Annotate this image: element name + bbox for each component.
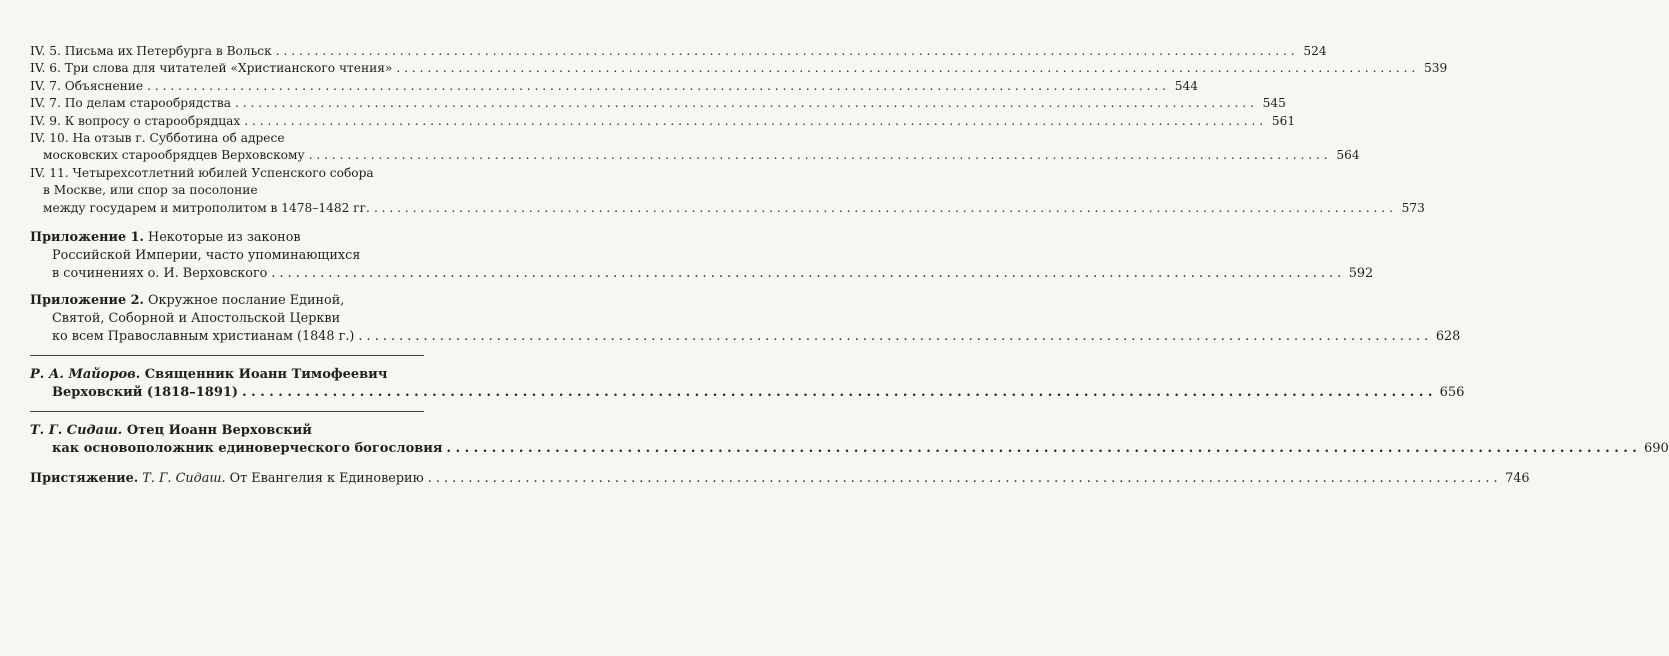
toc-page-number: 656: [1439, 385, 1465, 401]
toc-entry-title: IV. 9. К вопросу о старообрядцах: [30, 113, 241, 128]
toc-entry-appendix-2[interactable]: [30, 292, 1461, 346]
toc-entry-title: Священник Иоанн Тимофеевич: [140, 367, 388, 383]
toc-entry-sidash[interactable]: [30, 422, 1669, 458]
toc-entry-iv-6[interactable]: [30, 60, 1448, 77]
toc-page-number: 544: [1174, 78, 1199, 93]
toc-entry-iv-7b[interactable]: [30, 95, 1286, 112]
toc-entry-title: Некоторые из законов: [143, 230, 301, 246]
toc-entry-title-cont: между государем и митрополитом в 1478–1482 гг.: [43, 200, 370, 215]
author-name: Т. Г. Сидаш.: [138, 471, 226, 487]
toc-entry-iv-10[interactable]: [30, 130, 1360, 165]
toc-entry-appendix-1[interactable]: [30, 229, 1374, 283]
table-of-contents: [30, 43, 1669, 488]
toc-entry-title: Окружное послание Единой,: [143, 293, 345, 309]
toc-entry-title-cont: московских старообрядцев Верховскому: [43, 148, 305, 163]
toc-entry-iv-5[interactable]: [30, 43, 1327, 60]
toc-entry-title: IV. 6. Три слова для читателей «Христианского чтения»: [30, 61, 393, 76]
toc-entry-title-cont: как основоположник единоверческого богословия: [52, 441, 443, 457]
toc-entry-title: IV. 7. По делам старообрядства: [30, 96, 231, 111]
toc-entry-mayorov[interactable]: [30, 366, 1465, 402]
toc-entry-iv-11[interactable]: [30, 165, 1425, 217]
toc-page-number: 545: [1262, 96, 1286, 111]
toc-entry-title: Отец Иоанн Верховский: [122, 423, 312, 439]
section-divider: [30, 355, 424, 356]
author-name: Р. А. Майоров.: [30, 367, 141, 383]
toc-page-number: 561: [1271, 113, 1296, 128]
toc-entry-title: От Евангелия к Единоверию: [225, 471, 424, 487]
toc-page-number: 628: [1435, 329, 1461, 345]
toc-entry-iv-9[interactable]: [30, 113, 1296, 130]
toc-page-number: 539: [1424, 61, 1448, 76]
section-label: Пристяжение.: [30, 471, 139, 487]
toc-entry-title: IV. 5. Письма их Петербурга в Вольск: [30, 44, 272, 58]
toc-entry-title-cont: в сочинениях о. И. Верховского: [52, 266, 268, 282]
toc-entry-title-cont: Российской Империи, часто упоминающихся: [52, 248, 361, 264]
toc-entry-title-cont: ко всем Православным христианам (1848 г.): [52, 329, 355, 345]
toc-entry-title: IV. 10. На отзыв г. Субботина об адресе: [30, 131, 285, 146]
toc-entry-pristyazhenie[interactable]: [30, 470, 1530, 488]
section-divider: [30, 411, 424, 412]
toc-entry-title: IV. 11. Четырехсотлетний юбилей Успенского собора: [30, 165, 374, 180]
toc-entry-iv-7a[interactable]: [30, 78, 1199, 95]
toc-entry-title-cont: Верховский (1818–1891): [52, 385, 239, 401]
toc-entry-title-cont: Святой, Соборной и Апостольской Церкви: [52, 311, 341, 327]
toc-page-number: 564: [1336, 148, 1360, 163]
toc-page-number: 524: [1303, 44, 1327, 58]
appendix-label: Приложение 1.: [30, 230, 144, 246]
toc-page-number: 592: [1348, 266, 1374, 282]
toc-page-number: 746: [1505, 471, 1530, 487]
toc-entry-title: IV. 7. Объяснение: [30, 78, 144, 93]
toc-page-number: 573: [1401, 200, 1425, 215]
toc-page-number: 690: [1644, 441, 1669, 457]
author-name: Т. Г. Сидаш.: [30, 423, 123, 439]
appendix-label: Приложение 2.: [30, 293, 144, 309]
toc-entry-title-cont: в Москве, или спор за посолоние: [43, 183, 258, 198]
